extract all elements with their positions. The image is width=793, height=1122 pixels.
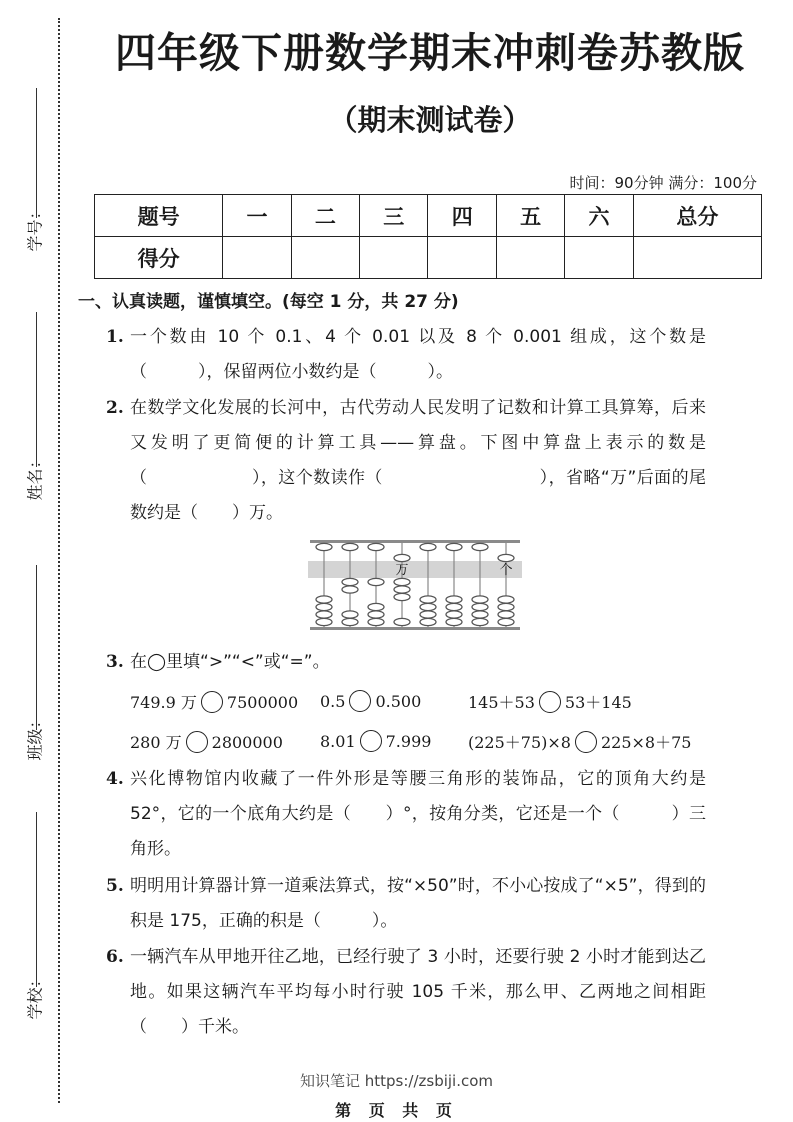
abacus-bead [498,618,514,625]
abacus-beads [316,543,514,625]
abacus-bead [420,603,436,610]
answer-circle[interactable] [360,730,382,752]
score-header-cell: 二 [291,195,359,237]
score-cell[interactable] [633,237,761,279]
class-field[interactable] [18,565,52,775]
abacus-bead [498,611,514,618]
score-cell[interactable] [291,237,359,279]
score-table-header-row [95,195,762,237]
abacus-label-wan: 万 [395,563,409,578]
comparison-item [468,730,691,753]
abacus-bead [342,578,358,585]
abacus-bead [368,611,384,618]
abacus-bottom-bar [310,627,520,630]
score-header-cell: 题号 [95,195,223,237]
abacus-bead [342,586,358,593]
school-label: 学校： [25,971,45,1020]
abacus-bead [368,603,384,610]
abacus-bead [368,618,384,625]
page-subtitle: （期末测试卷） [328,103,532,137]
question-4 [106,762,706,867]
comparison-item [130,690,298,713]
question-number: 2. [106,398,124,418]
class-label: 班级： [25,712,45,761]
abacus-bead [498,554,514,561]
score-header-cell: 五 [496,195,564,237]
abacus-bead [342,618,358,625]
score-header-cell: 四 [428,195,496,237]
comparison-right: 7500000 [226,693,299,712]
question-6 [106,940,706,1045]
footer-website: 知识笔记 https://zsbiji.com [299,1072,494,1090]
abacus-bead [446,603,462,610]
abacus-bead [472,603,488,610]
question-text: 一个数由 10 个 0.1、4 个 0.01 以及 8 个 0.001 组成，这个数是（ ），保留两位小数约是（ ）。 [130,327,706,382]
comparison-right: 53＋145 [564,693,632,712]
comparison-left: 749.9 万 [130,693,197,712]
abacus-image [306,537,524,633]
exam-meta: 时间：90分钟 满分：100分 [569,174,757,192]
question-text: 一辆汽车从甲地开往乙地，已经行驶了 3 小时，还要行驶 2 小时才能到达乙地。如果这辆汽车平均每小时行驶 105 千米，那么甲、乙两地之间相距（ ）千米。 [130,947,706,1037]
abacus-bead [316,618,332,625]
score-header-cell: 一 [223,195,291,237]
abacus-top-bar [310,540,520,543]
question-text: 明明用计算器计算一道乘法算式，按“×50”时，不小心按成了“×5”，得到的积是 175，正确的积是（ ）。 [130,876,706,931]
question-5 [106,869,706,939]
question-number: 5. [106,876,124,896]
answer-circle[interactable] [575,731,597,753]
abacus-bead [446,543,462,550]
score-cell[interactable] [360,237,428,279]
comparison-item [468,690,632,713]
score-header-cell: 总分 [633,195,761,237]
score-cell[interactable] [565,237,633,279]
abacus-bead [316,543,332,550]
score-cell[interactable] [428,237,496,279]
question-text: 在数学文化发展的长河中，古代劳动人民发明了记数和计算工具算筹，后来又发明了更简便的计算工具——算盘。下图中算盘上表示的数是（ ），这个数读作（ ），省略“万”后面的尾数约是（ ）万。 [130,398,706,523]
score-row-label: 得分 [95,237,223,279]
question-number: 1. [106,327,124,347]
abacus-bead [420,543,436,550]
comparison-right: 2800000 [211,733,283,752]
question-number: 3. [106,652,124,672]
abacus-label-ge: 个 [499,563,513,578]
comparison-right: 225×8＋75 [600,733,692,752]
question-number: 6. [106,947,124,967]
answer-circle[interactable] [349,690,371,712]
student-number-field[interactable] [18,88,52,268]
abacus-bead [368,578,384,585]
abacus-bead [446,618,462,625]
abacus-bead [420,618,436,625]
question-number: 4. [106,769,124,789]
abacus-bead [316,611,332,618]
score-header-cell: 三 [360,195,428,237]
abacus-beam [308,561,522,578]
score-cell[interactable] [223,237,291,279]
comparison-left: (225＋75)×8 [468,733,571,752]
comparison-right: 7.999 [385,732,432,751]
abacus-bead [472,618,488,625]
abacus-bead [498,603,514,610]
comparison-item [320,730,431,752]
abacus-bead [342,611,358,618]
comparison-left: 8.01 [320,732,356,751]
score-table [94,194,762,279]
binding-dotted-line [58,18,60,1103]
question-3 [106,645,706,680]
abacus-bead [446,596,462,603]
comparison-item [320,690,421,712]
answer-circle[interactable] [186,731,208,753]
question-text: 在◯里填“>”“<”或“=”。 [130,652,330,672]
abacus-bead [316,603,332,610]
abacus-bead [394,554,410,561]
comparison-item [130,730,283,753]
section-heading: 一、认真读题，谨慎填空。(每空 1 分，共 27 分) [78,292,459,312]
question-1 [106,320,706,390]
abacus-bead [472,611,488,618]
abacus-bead [420,611,436,618]
school-field[interactable] [18,812,52,1032]
abacus-bead [342,543,358,550]
abacus-bead [472,543,488,550]
student-name-label: 姓名： [25,452,45,501]
abacus-bead [420,596,436,603]
answer-circle[interactable] [539,691,561,713]
question-text: 兴化博物馆内收藏了一件外形是等腰三角形的装饰品，它的顶角大约是 52°，它的一个底角大约是（ ）°，按角分类，它还是一个（ ）三角形。 [130,769,706,859]
abacus-bead [316,596,332,603]
abacus-bead [394,586,410,593]
comparison-right: 0.500 [375,692,422,711]
score-table-score-row [95,237,762,279]
abacus-bead [394,593,410,600]
comparison-left: 280 万 [130,733,182,752]
student-number-label: 学号： [25,203,45,252]
question-2 [106,391,706,531]
abacus-bead [368,543,384,550]
abacus-bead [446,611,462,618]
abacus-bead [472,596,488,603]
abacus-bead [394,578,410,585]
score-cell[interactable] [496,237,564,279]
abacus-bead [498,596,514,603]
student-name-field[interactable] [18,312,52,522]
abacus-bead [394,618,410,625]
comparison-left: 145＋53 [468,693,535,712]
comparison-left: 0.5 [320,692,346,711]
page-title: 四年级下册数学期末冲刺卷苏教版 [115,29,745,77]
score-header-cell: 六 [565,195,633,237]
footer-page-number: 第 页 共 页 [335,1101,458,1120]
answer-circle[interactable] [201,691,223,713]
